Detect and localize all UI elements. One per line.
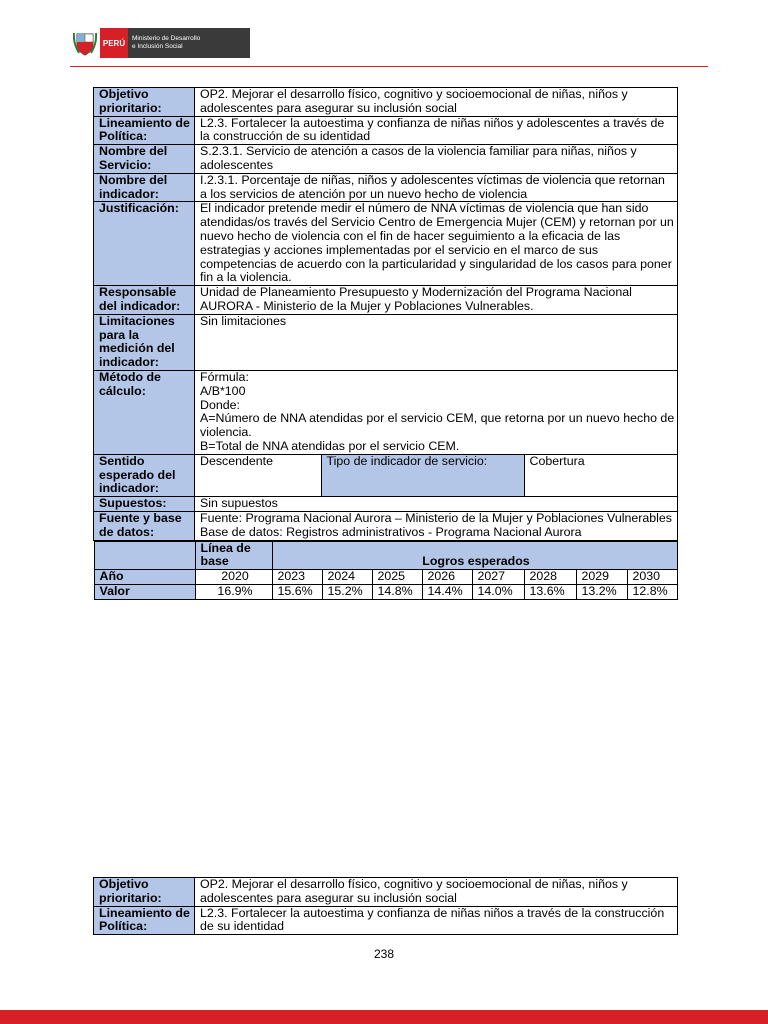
row-value: OP2. Mejorar el desarrollo físico, cognitivo y socioemocional de niñas, niños y adolescentes para asegurar su inclusión social <box>195 88 678 117</box>
row-label: Sentido esperado del indicador: <box>94 454 195 496</box>
row-label: Lineamiento de Política: <box>94 116 195 145</box>
row-value: L2.3. Fortalecer la autoestima y confianza de niñas niños y adolescentes a través de la construcción de su identidad <box>195 116 678 145</box>
table-row <box>94 88 678 117</box>
value-cell: 15.6% <box>272 584 322 599</box>
table-row <box>94 497 678 512</box>
row-value: Sin limitaciones <box>195 314 678 370</box>
value-cell: 12.8% <box>627 584 677 599</box>
fuente-row <box>94 511 678 540</box>
table-row <box>94 202 678 286</box>
year-cell: 2020 <box>195 570 272 585</box>
row-value <box>195 454 678 496</box>
row-value <box>195 511 678 540</box>
row-value: El indicador pretende medir el número de NNA víctimas de violencia que han sido atendidas/os través del Servicio Centro de Emergencia Mujer (CEM) y retornan por un nuevo hecho de violencia con el fin de hacer seguimiento a la eficacia de las estrategias y acciones implementadas por el servicio en el marco de sus competencias de acuerdo con la particularidad y singularidad de los casos para poner fin a la violencia. <box>195 202 678 286</box>
page-number: 238 <box>373 947 395 961</box>
row-label: Justificación: <box>94 202 195 286</box>
ministry-logo-box: Ministerio de Desarrollo e Inclusión Social <box>128 28 250 58</box>
targets-cell <box>94 540 678 600</box>
valor-label: Valor <box>94 584 195 599</box>
targets-table <box>94 541 678 600</box>
peru-logo-box: PERÚ <box>100 28 128 58</box>
table-row <box>94 116 678 145</box>
sentido-row <box>94 454 678 496</box>
row-label: Método de cálculo: <box>94 370 195 454</box>
metodo-row <box>94 370 678 454</box>
year-row <box>94 570 677 585</box>
year-cell: 2030 <box>627 570 677 585</box>
row-value: I.2.3.1. Porcentaje de niñas, niños y adolescentes víctimas de violencia que retornan a los servicios de atención por un nuevo hecho de violencia <box>195 173 678 202</box>
row-label: Fuente y base de datos: <box>94 511 195 540</box>
year-cell: 2023 <box>272 570 322 585</box>
year-cell: 2029 <box>576 570 627 585</box>
row-label: Nombre del Servicio: <box>94 145 195 174</box>
tipo-label: Tipo de indicador de servicio: <box>321 455 524 496</box>
tipo-value: Cobertura <box>529 453 585 468</box>
row-label: Supuestos: <box>94 497 195 512</box>
value-cell: 14.0% <box>472 584 524 599</box>
row-value: Unidad de Planeamiento Presupuesto y Modernización del Programa Nacional AURORA - Ministerio de la Mujer y Poblaciones Vulnerables. <box>195 286 678 315</box>
indicator-sheet-table <box>93 87 678 600</box>
row-label: Lineamiento de Política: <box>94 906 195 935</box>
value-row <box>94 584 677 599</box>
table-row <box>94 286 678 315</box>
table-row <box>94 173 678 202</box>
formula-heading: Fórmula: <box>200 369 249 384</box>
table-row <box>94 145 678 174</box>
value-cell: 14.4% <box>422 584 472 599</box>
table-row <box>94 878 678 907</box>
year-cell: 2028 <box>524 570 576 585</box>
header-divider <box>70 66 708 67</box>
row-value: L2.3. Fortalecer la autoestima y confianza de niñas niños a través de la construcción de su identidad <box>195 906 678 935</box>
row-label: Objetivo prioritario: <box>94 88 195 117</box>
row-label: Nombre del indicador: <box>94 173 195 202</box>
fuente-line: Fuente: Programa Nacional Aurora – Ministerio de la Mujer y Poblaciones Vulnerables <box>200 510 673 525</box>
sentido-subtable <box>195 455 677 496</box>
row-label: Responsable del indicador: <box>94 286 195 315</box>
formula: A/B*100 <box>200 383 246 398</box>
year-cell: 2024 <box>322 570 372 585</box>
next-indicator-sheet-table <box>93 877 678 935</box>
row-label: Limitaciones para la medición del indicador: <box>94 314 195 370</box>
value-cell: 13.2% <box>576 584 627 599</box>
table-row <box>94 314 678 370</box>
empty-header <box>94 541 195 570</box>
logros-header: Logros esperados <box>272 541 677 570</box>
linea-base-header: Línea de base <box>195 541 272 570</box>
row-value: OP2. Mejorar el desarrollo físico, cognitivo y socioemocional de niñas, niños y adolescentes para asegurar su inclusión social <box>195 878 678 907</box>
value-cell: 15.2% <box>322 584 372 599</box>
row-label: Objetivo prioritario: <box>94 878 195 907</box>
anio-label: Año <box>94 570 195 585</box>
row-value: S.2.3.1. Servicio de atención a casos de la violencia familiar para niñas, niños y adolescentes <box>195 145 678 174</box>
targets-header-row <box>94 541 677 570</box>
year-cell: 2025 <box>372 570 422 585</box>
row-value <box>195 370 678 454</box>
value-cell: 13.6% <box>524 584 576 599</box>
row-value: Sin supuestos <box>195 497 678 512</box>
variable-a: A=Número de NNA atendidas por el servicio CEM, que retorna por un nuevo hecho de violencia. <box>200 411 675 440</box>
value-cell: 14.8% <box>372 584 422 599</box>
where-heading: Donde: <box>200 397 240 412</box>
coat-of-arms-icon <box>72 28 98 58</box>
targets-block <box>94 540 678 600</box>
sentido-value: Descendente <box>195 455 321 496</box>
value-cell: 16.9% <box>195 584 272 599</box>
year-cell: 2027 <box>472 570 524 585</box>
year-cell: 2026 <box>422 570 472 585</box>
page-header <box>72 28 250 58</box>
table-row <box>94 906 678 935</box>
footer-bar <box>0 1010 768 1024</box>
base-datos-line: Base de datos: Registros administrativos - Programa Nacional Aurora <box>200 524 582 539</box>
variable-b: B=Total de NNA atendidas por el servicio CEM. <box>200 438 460 453</box>
